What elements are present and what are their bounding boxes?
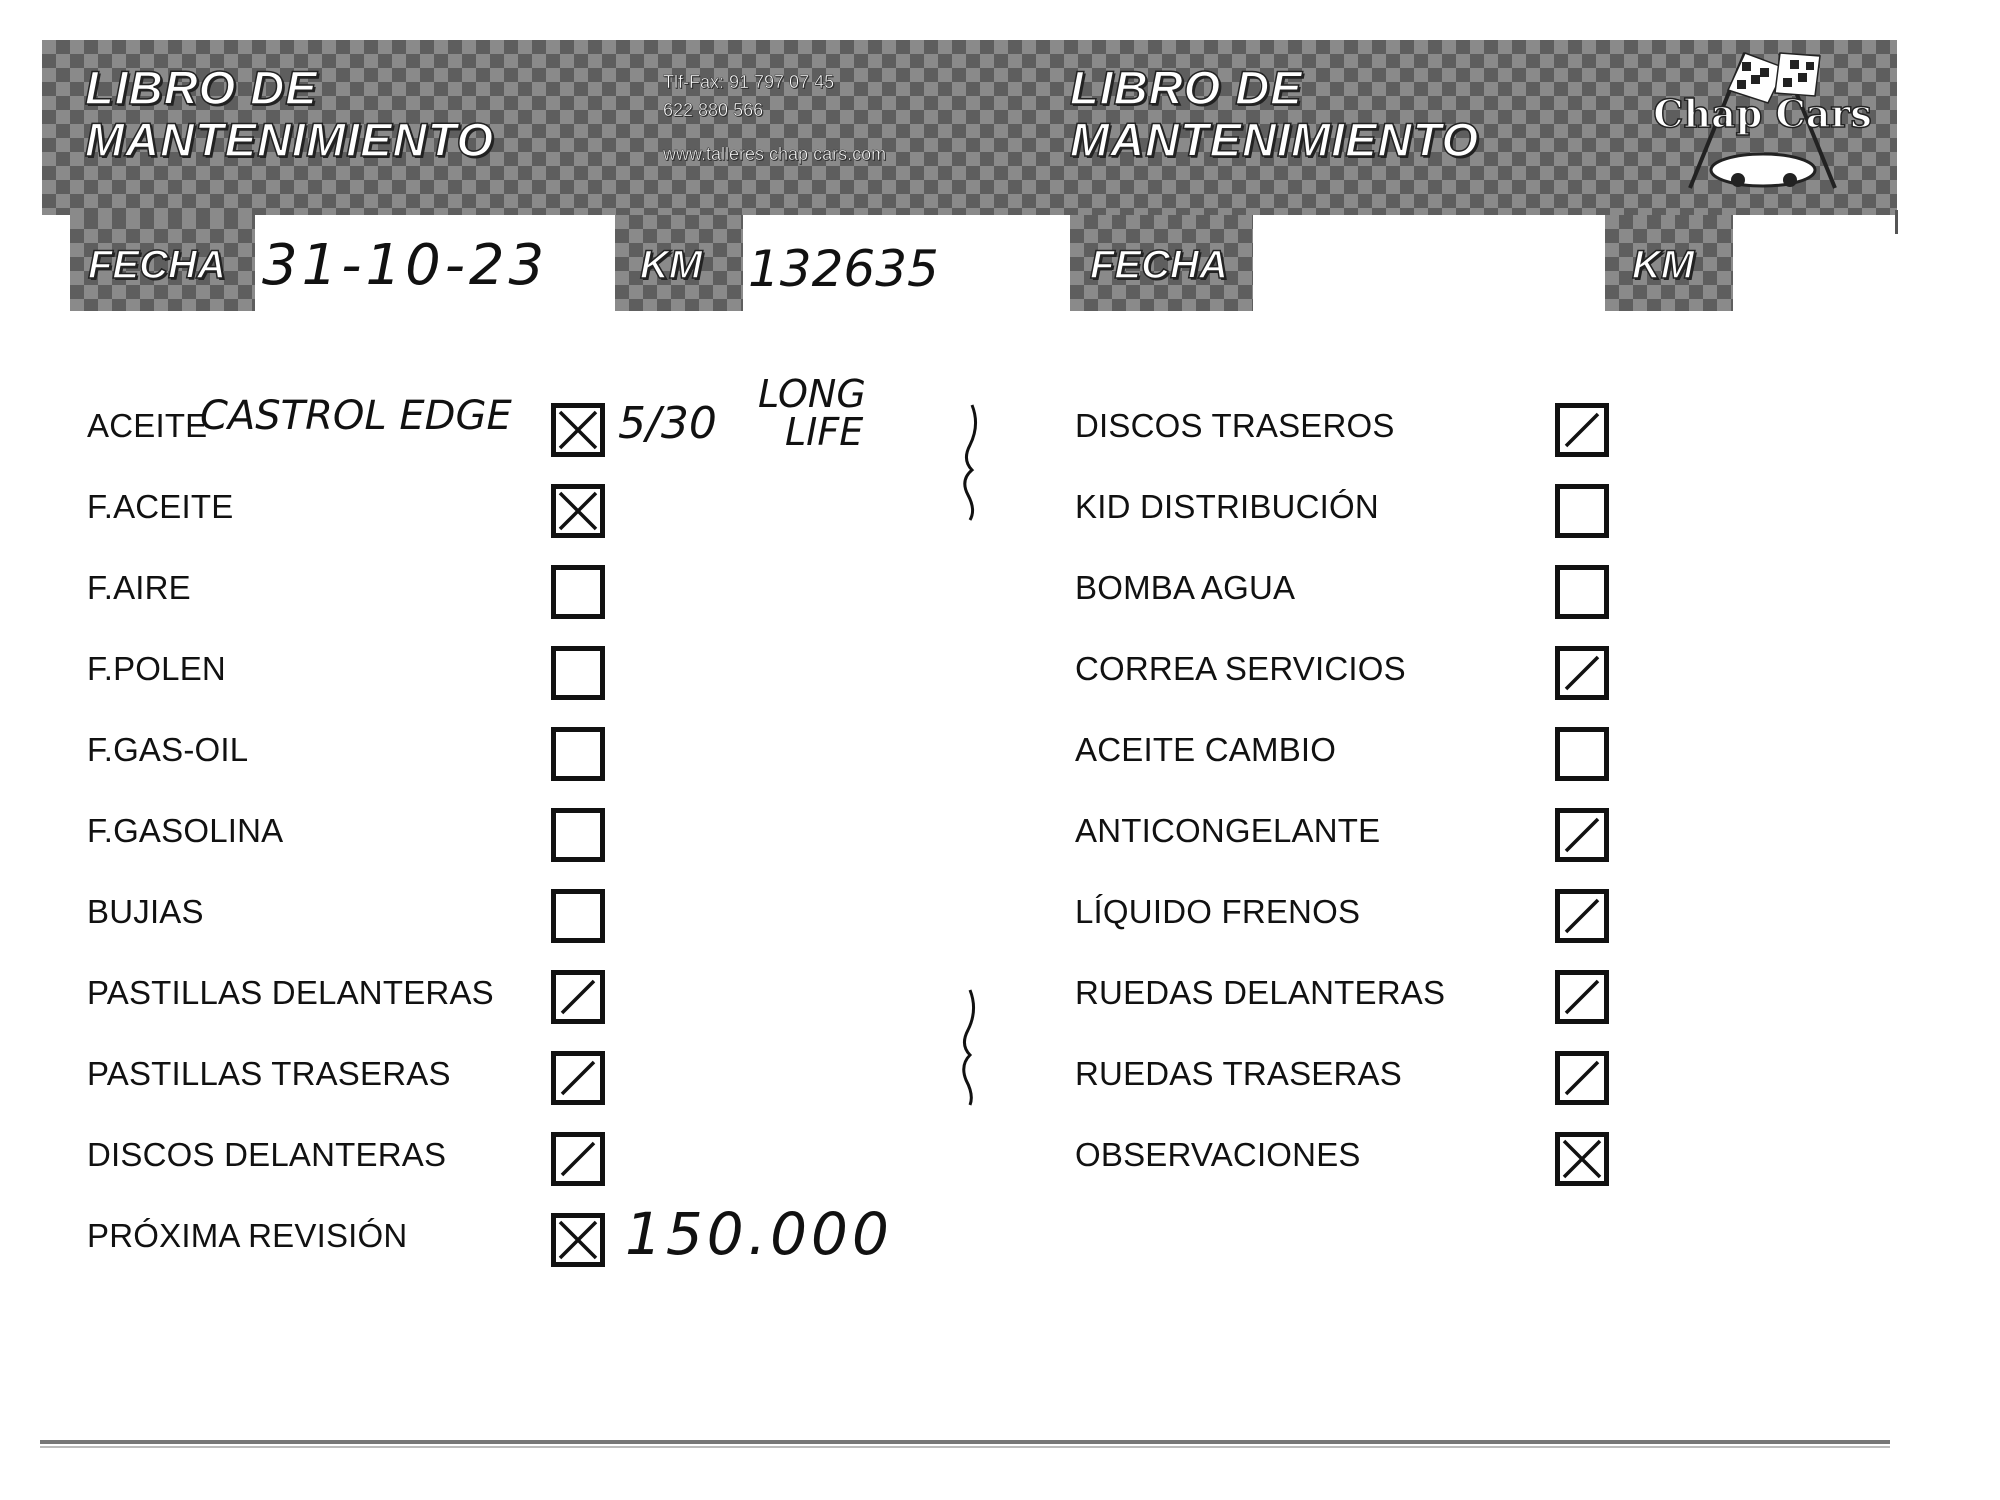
title-line-1: LIBRO DE bbox=[1070, 61, 1303, 114]
oil-note-line2: LIFE bbox=[785, 410, 864, 454]
checklist-label: F.GASOLINA bbox=[87, 812, 284, 849]
checklist-checkbox[interactable] bbox=[1555, 1132, 1609, 1186]
checklist-label: F.POLEN bbox=[87, 650, 226, 687]
checklist-label: ACEITE CAMBIO bbox=[1075, 731, 1337, 768]
checklist-checkbox[interactable] bbox=[1555, 646, 1609, 700]
page-title-right bbox=[1070, 62, 1479, 166]
page-title-left bbox=[85, 62, 494, 166]
checklist-label: DISCOS TRASEROS bbox=[1075, 407, 1395, 444]
checklist-label: CORREA SERVICIOS bbox=[1075, 650, 1406, 687]
checklist-checkbox[interactable] bbox=[1555, 1051, 1609, 1105]
title-line-2: MANTENIMIENTO bbox=[1070, 113, 1480, 166]
slash-mark-icon bbox=[1560, 651, 1604, 695]
brace-mark-bottom bbox=[950, 985, 990, 1110]
next-revision-value: 150.000 bbox=[625, 1200, 893, 1268]
brace-mark-top bbox=[950, 400, 990, 525]
x-mark-icon bbox=[1560, 1137, 1604, 1181]
checklist-checkbox[interactable] bbox=[1555, 403, 1609, 457]
x-mark-icon bbox=[556, 489, 600, 533]
slash-mark-icon bbox=[556, 1137, 600, 1181]
footer-rule-shadow bbox=[40, 1446, 1890, 1448]
checklist-label: PRÓXIMA REVISIÓN bbox=[87, 1217, 408, 1254]
title-line-1: LIBRO DE bbox=[85, 61, 318, 114]
km-label-right: KM bbox=[1632, 243, 1695, 287]
checklist-label: PASTILLAS DELANTERAS bbox=[87, 974, 494, 1011]
contact-phone: Tlf-Fax: 91 797 07 45 bbox=[663, 72, 835, 92]
title-line-2: MANTENIMIENTO bbox=[85, 113, 495, 166]
checklist-label: ANTICONGELANTE bbox=[1075, 812, 1381, 849]
checklist-label: KID DISTRIBUCIÓN bbox=[1075, 488, 1379, 525]
slash-mark-icon bbox=[1560, 975, 1604, 1019]
checklist-label: F.GAS-OIL bbox=[87, 731, 249, 768]
checklist-label: F.ACEITE bbox=[87, 488, 234, 525]
checklist-checkbox[interactable] bbox=[551, 403, 605, 457]
checklist-checkbox[interactable] bbox=[551, 727, 605, 781]
checklist-checkbox[interactable] bbox=[551, 484, 605, 538]
slash-mark-icon bbox=[556, 1056, 600, 1100]
checklist-checkbox[interactable] bbox=[551, 970, 605, 1024]
contact-info bbox=[663, 68, 886, 168]
slash-mark-icon bbox=[1560, 408, 1604, 452]
checklist-checkbox[interactable] bbox=[1555, 727, 1609, 781]
fecha-label-right: FECHA bbox=[1090, 243, 1228, 287]
checklist-checkbox[interactable] bbox=[551, 808, 605, 862]
checklist-label: ACEITE bbox=[87, 407, 208, 444]
oil-brand-note: CASTROL EDGE bbox=[200, 393, 512, 439]
contact-website: www.talleres chap cars.com bbox=[663, 144, 887, 164]
fecha-label-left: FECHA bbox=[88, 243, 226, 287]
checklist-label: DISCOS DELANTERAS bbox=[87, 1136, 447, 1173]
x-mark-icon bbox=[556, 408, 600, 452]
checklist-checkbox[interactable] bbox=[551, 646, 605, 700]
checklist-checkbox[interactable] bbox=[1555, 565, 1609, 619]
footer-rule bbox=[40, 1440, 1890, 1444]
checklist-label: LÍQUIDO FRENOS bbox=[1075, 893, 1361, 930]
checklist-checkbox[interactable] bbox=[1555, 484, 1609, 538]
slash-mark-icon bbox=[1560, 1056, 1604, 1100]
checklist-label: RUEDAS TRASERAS bbox=[1075, 1055, 1402, 1092]
checklist-checkbox[interactable] bbox=[1555, 970, 1609, 1024]
logo-text: Chap Cars bbox=[1653, 91, 1872, 136]
checklist-label: PASTILLAS TRASERAS bbox=[87, 1055, 451, 1092]
checklist-label: BUJIAS bbox=[87, 893, 204, 930]
checklist-checkbox[interactable] bbox=[551, 565, 605, 619]
oil-note-line1: LONG bbox=[758, 372, 866, 416]
checklist-checkbox[interactable] bbox=[1555, 808, 1609, 862]
checklist-checkbox[interactable] bbox=[551, 1213, 605, 1267]
checklist-checkbox[interactable] bbox=[551, 1132, 605, 1186]
slash-mark-icon bbox=[556, 975, 600, 1019]
fecha-value: 31-10-23 bbox=[262, 233, 549, 298]
checklist-label: F.AIRE bbox=[87, 569, 191, 606]
contact-mobile: 622 880 566 bbox=[663, 100, 764, 120]
km-value: 132635 bbox=[748, 240, 939, 298]
banner-edge-line bbox=[1895, 210, 1898, 234]
chap-cars-logo bbox=[1650, 48, 1875, 193]
checklist-label: RUEDAS DELANTERAS bbox=[1075, 974, 1446, 1011]
oil-viscosity-note: 5/30 bbox=[618, 398, 717, 449]
checklist-checkbox[interactable] bbox=[1555, 889, 1609, 943]
km-label-left: KM bbox=[640, 243, 703, 287]
checklist-checkbox[interactable] bbox=[551, 1051, 605, 1105]
slash-mark-icon bbox=[1560, 894, 1604, 938]
checklist-label: BOMBA AGUA bbox=[1075, 569, 1296, 606]
slash-mark-icon bbox=[1560, 813, 1604, 857]
checklist-checkbox[interactable] bbox=[551, 889, 605, 943]
x-mark-icon bbox=[556, 1218, 600, 1262]
checklist-label: OBSERVACIONES bbox=[1075, 1136, 1361, 1173]
